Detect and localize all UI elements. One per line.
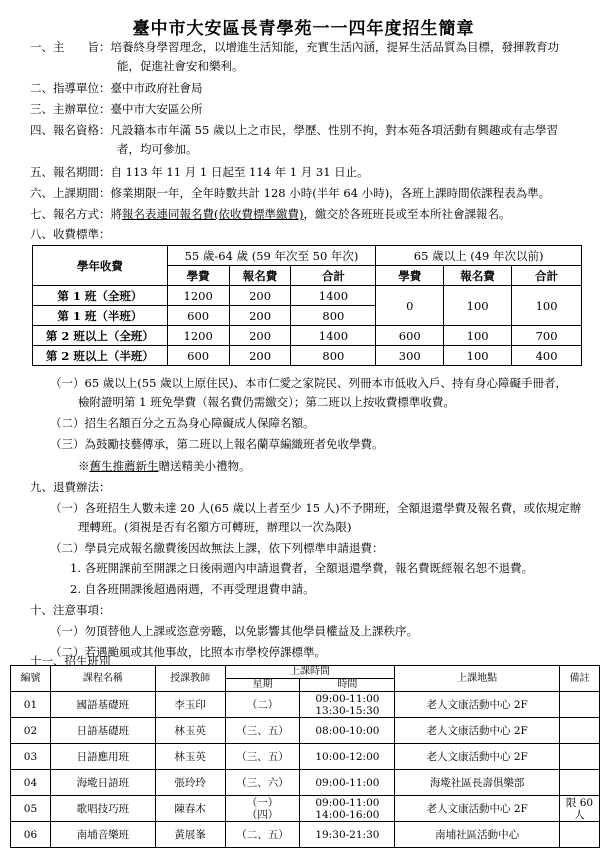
table-row: [11, 744, 600, 770]
class-day: [225, 796, 300, 822]
class-teacher: 林玉英: [155, 718, 225, 744]
fee-header-total: 合計: [291, 266, 376, 286]
fee-cell: 200: [229, 346, 291, 366]
class-hours: 10:00-12:00: [300, 744, 395, 770]
fee-cell: 300: [376, 346, 444, 366]
class-teacher: 張玲玲: [155, 770, 225, 796]
fee-header-reg: 報名費: [229, 266, 291, 286]
class-header-teacher: 授課教師: [155, 666, 225, 692]
class-place: 老人文康活動中心 2F: [395, 796, 560, 822]
fee-header-tuition: 學費: [167, 266, 229, 286]
fee-cell: 1400: [291, 326, 376, 346]
section-enroll-method: [30, 207, 510, 221]
class-day: （二）: [225, 692, 300, 718]
note-mark: ※: [78, 459, 90, 473]
class-no: 02: [11, 718, 51, 744]
class-place: 老人文康活動中心 2F: [395, 744, 560, 770]
section-eligibility: 四、報名資格：凡設籍本市年滿 55 歲以上之市民，學歷、性別不拘，對本苑各項活動有興趣或有志學習: [30, 123, 558, 137]
fee-cell: 100: [444, 346, 512, 366]
fee-cell: 100: [444, 286, 512, 326]
refund-rule-2-1: 1. 各班開課前至開課之日後兩週內申請退費者，全額退還學費，報名費既經報名恕不退費。: [70, 561, 534, 575]
table-row: [33, 326, 582, 346]
page-title: 臺中市大安區長青學苑一一四年度招生簡章: [132, 19, 475, 39]
class-name: 國語基礎班: [50, 692, 155, 718]
fee-note-1-cont: 檢附證明第 1 班免學費（報名費仍需繳交）；第二班以上按收費標準收費。: [78, 395, 455, 409]
class-note: [560, 744, 600, 770]
class-place: 南埔社區活動中心: [395, 822, 560, 848]
note-referral: 舊生推薦新生: [89, 459, 159, 473]
fee-cell: 400: [512, 346, 582, 366]
refund-rule-1: （一）各班招生人數未達 20 人(65 歲以上者至少 15 人)不予開班，全額退還學費及報名費，或依規定辦: [50, 501, 582, 515]
enroll-method-label: 七、報名方式：將: [30, 207, 122, 221]
fee-header-group-b: 65 歲以上 (49 年次以前): [376, 246, 582, 266]
table-row: [11, 796, 600, 822]
fee-cell: 1200: [167, 326, 229, 346]
class-hours: 19:30-21:30: [300, 822, 395, 848]
class-header-time: 上課時間: [225, 666, 395, 679]
class-table: [10, 665, 600, 848]
class-name: 海墘日語班: [50, 770, 155, 796]
fee-row-label: 第 2 班以上（全班）: [33, 326, 168, 346]
class-header-note: 備註: [560, 666, 600, 692]
fee-cell: 200: [229, 326, 291, 346]
class-header-name: 課程名稱: [50, 666, 155, 692]
section-fees: 八、收費標準：: [30, 227, 111, 241]
fee-header-group-a: 55 歲-64 歲 (59 年次至 50 年次): [167, 246, 376, 266]
table-row: [33, 346, 582, 366]
class-hours-2: 13:30-15:30: [315, 704, 380, 717]
section-notes: 十、注意事項：: [30, 603, 111, 617]
class-header-hours: 時間: [300, 679, 395, 692]
fee-cell: 100: [512, 286, 582, 326]
class-day-1: （一）: [246, 796, 279, 809]
refund-rule-2-2: 2. 自各班開課後超過兩週，不再受理退費申請。: [70, 582, 315, 596]
class-hours-2: 14:00-16:00: [315, 808, 380, 821]
fee-note-1: （一）65 歲以上(55 歲以上原住民)、本市仁愛之家院民、列冊本市低收入戶、持有身心障礙手冊者，: [50, 376, 568, 390]
class-note: [560, 822, 600, 848]
class-day: （三、五）: [225, 718, 300, 744]
class-hours-1: 09:00-11:00: [315, 796, 380, 809]
class-no: 04: [11, 770, 51, 796]
class-header-place: 上課地點: [395, 666, 560, 692]
notes-2: （二）若遇颱風或其他事故，比照本市學校停課標準。: [50, 645, 326, 659]
table-row: [33, 286, 582, 306]
section-refund: 九、退費辦法：: [30, 480, 111, 494]
class-day-2: （四）: [246, 808, 279, 821]
fee-header-reg: 報名費: [444, 266, 512, 286]
fee-header-tuition: 學費: [376, 266, 444, 286]
enroll-method-rest: ，繳交於各班班長或至本所社會課報名。: [303, 207, 511, 221]
fee-note-3: （三）為鼓勵技藝傳承，第二班以上報名蘭草編織班者免收學費。: [50, 437, 384, 451]
class-hours: 09:00-11:00: [300, 770, 395, 796]
note-gift: 贈送精美小禮物。: [158, 459, 251, 473]
class-no: 01: [11, 692, 51, 718]
class-teacher: 陳春木: [155, 796, 225, 822]
class-name: 日語應用班: [50, 744, 155, 770]
fee-cell: 200: [229, 286, 291, 306]
fee-header-grade: 學年收費: [33, 246, 168, 286]
class-note: 限 60 人: [560, 796, 600, 822]
class-name: 南埔音樂班: [50, 822, 155, 848]
class-note: [560, 718, 600, 744]
table-row: [11, 718, 600, 744]
fee-row-label: 第 1 班（全班）: [33, 286, 168, 306]
fee-cell: 800: [291, 306, 376, 326]
section-purpose-cont: 能，促進社會安和樂利。: [117, 59, 244, 73]
notes-1: （一）勿頂替他人上課或恣意旁聽，以免影響其他學員權益及上課秩序。: [50, 624, 418, 638]
class-no: 05: [11, 796, 51, 822]
fee-cell: 100: [444, 326, 512, 346]
fee-note-2: （二）招生名額百分之五為身心障礙成人保障名額。: [50, 416, 315, 430]
section-guidance: 二、指導單位：臺中市政府社會局: [30, 81, 203, 95]
fee-table: [32, 245, 582, 366]
fee-cell: 1400: [291, 286, 376, 306]
class-day: （二、五）: [225, 822, 300, 848]
class-name: 日語基礎班: [50, 718, 155, 744]
fee-row-label: 第 2 班以上（半班）: [33, 346, 168, 366]
fee-cell: 600: [167, 306, 229, 326]
refund-rule-1-cont: 理轉班。(須視是否有名額方可轉班，辦理以一次為限): [78, 520, 352, 534]
table-row: [11, 770, 600, 796]
class-hours: [300, 796, 395, 822]
class-teacher: 李玉印: [155, 692, 225, 718]
class-no: 06: [11, 822, 51, 848]
section-class-period: 六、上課期間：修業期限一年，全年時數共計 128 小時(半年 64 小時)，各班上課時間依課程表為準。: [30, 186, 551, 200]
section-organizer: 三、主辦單位：臺中市大安區公所: [30, 102, 203, 116]
class-no: 03: [11, 744, 51, 770]
section-classes: 十一、招生班別: [30, 654, 111, 668]
class-day: （三、五）: [225, 744, 300, 770]
fee-cell: 600: [376, 326, 444, 346]
fee-note-4: [78, 459, 251, 473]
class-place: 海墘社區長壽俱樂部: [395, 770, 560, 796]
fee-cell: 600: [167, 346, 229, 366]
table-row: [11, 692, 600, 718]
class-place: 老人文康活動中心 2F: [395, 692, 560, 718]
section-purpose: 一、主 旨：培養終身學習理念，以增進生活知能，充實生活內涵，提昇生活品質為目標，發揮教育功: [30, 40, 559, 54]
section-eligibility-cont: 者，均可參加。: [117, 142, 198, 156]
class-name: 歌唱技巧班: [50, 796, 155, 822]
section-enroll-period: 五、報名期間：自 113 年 11 月 1 日起至 114 年 1 月 31 日止。: [30, 165, 369, 179]
class-hours: [300, 692, 395, 718]
class-header-no: 編號: [11, 666, 51, 692]
class-teacher: 林玉英: [155, 744, 225, 770]
class-header-day: 星期: [225, 679, 300, 692]
class-hours-1: 09:00-11:00: [315, 692, 380, 705]
fee-row-label: 第 1 班（半班）: [33, 306, 168, 326]
fee-cell: 200: [229, 306, 291, 326]
class-place: 老人文康活動中心 2F: [395, 718, 560, 744]
class-teacher: 黃展峯: [155, 822, 225, 848]
refund-rule-2: （二）學員完成報名繳費後因故無法上課，依下列標準申請退費：: [50, 541, 384, 555]
class-day: （三、六）: [225, 770, 300, 796]
fee-header-total: 合計: [512, 266, 582, 286]
fee-cell: 800: [291, 346, 376, 366]
class-note: [560, 692, 600, 718]
fee-cell: 0: [376, 286, 444, 326]
class-note: [560, 770, 600, 796]
enroll-method-form: 報名表連同報名費(依收費標準繳費): [122, 207, 304, 221]
fee-cell: 1200: [167, 286, 229, 306]
fee-cell: 700: [512, 326, 582, 346]
table-row: [11, 822, 600, 848]
class-hours: 08:00-10:00: [300, 718, 395, 744]
